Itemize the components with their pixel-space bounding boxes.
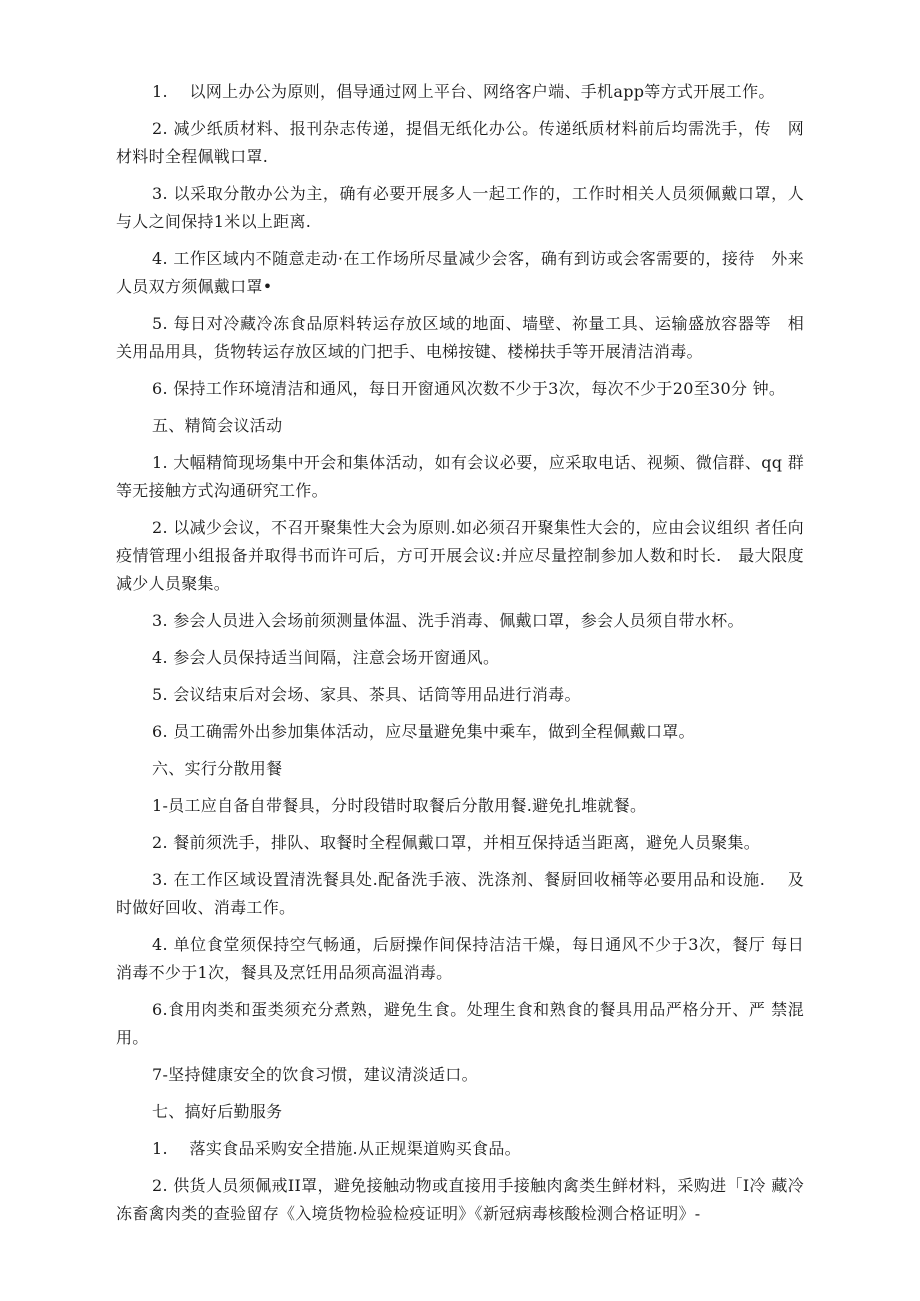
- paragraph-meeting-1: 1. 大幅精简现场集中开会和集体活动，如有会议必要，应采取电话、视频、微信群、qq 群等无接触方式沟通研究工作。: [116, 453, 804, 500]
- paragraph-dining-6: 6.食用肉类和蛋类须充分煮熟，避免生食。处理生食和熟食的餐具用品严格分开、严 禁混用。: [116, 1000, 804, 1047]
- paragraph-dining-3: 3. 在工作区域设置清洗餐具处.配备洗手液、洗涤剂、餐厨回收桶等必要用品和设施. 及时做好回收、消毒工作。: [116, 870, 804, 917]
- paragraph-logistics-2: 2. 供货人员须佩戒II罩，避免接触动物或直接用手接触肉禽类生鲜材料，采购进「I冷 藏冷冻畜禽肉类的查验留存《入境货物检验检疫证明》《新冠病毒核酸检测合格证明》-: [116, 1176, 804, 1223]
- paragraph-office-2: 2. 减少纸质材料、报刊杂志传递，提倡无纸化办公。传递纸质材料前后均需洗手，传 网材料时全程佩戦口罩.: [116, 119, 804, 166]
- paragraph-dining-4: 4. 单位食堂须保持空气畅通，后厨操作间保持洁洁干燥，每日通风不少于3次，餐厅 每日消毒不少于1次，餐具及烹饪用品须高温消毒。: [116, 935, 804, 982]
- paragraph-dining-1: 1-员工应自备自带餐具，分时段错时取餐后分散用餐.避免扎堆就餐。: [152, 796, 647, 815]
- paragraph-office-6: 6. 保持工作环境清洁和通风，每日开窗通风次数不少于3次，每次不少于20至30分 钟。: [152, 379, 786, 398]
- paragraph-office-1: 1. 以网上办公为原则，倡导通过网上平台、网络客户端、手机app等方式开展工作。: [152, 82, 775, 101]
- paragraph-meeting-2: 2. 以减少会议，不召开聚集性大会为原则.如必须召开聚集性大会的，应由会议组织 者任向疫情管理小组报备并取得书而许可后，方可开展会议:并应尽量控制参加人数和时长. 最大限度减少人员聚集。: [116, 518, 804, 593]
- paragraph-dining-2: 2. 餐前须洗手，排队、取餐时全程佩戴口罩，并相互保持适当距离，避免人员聚集。: [152, 833, 761, 852]
- paragraph-dining-7: 7-坚持健康安全的饮食习惯，建议清淡适口。: [152, 1065, 478, 1084]
- paragraph-office-4: 4. 工作区域内不随意走动·在工作场所尽量减少会客，确有到访或会客需要的，接待 外来人员双方须佩戴口罩•: [116, 249, 804, 296]
- paragraph-office-5: 5. 每日对冷藏冷冻食品原料转运存放区域的地面、墙壁、祢量工具、运输盛放容器等 相关用品用具，货物转运存放区域的门把手、电梯按键、楼梯扶手等开展清洁消毒。: [116, 314, 804, 361]
- paragraph-meeting-3: 3. 参会人员进入会场前须测量体温、洗手消毒、佩戴口罩，参会人员须自带水杯。: [152, 611, 744, 630]
- section-heading-meetings: 五、精简会议活动: [152, 416, 283, 435]
- section-heading-dining: 六、实行分散用餐: [152, 759, 283, 778]
- paragraph-meeting-6: 6. 员工确需外出参加集体活动，应尽量避免集中乘车，做到全程佩戴口罩。: [152, 722, 695, 741]
- paragraph-meeting-5: 5. 会议结束后对会场、家具、茶具、话筒等用品进行消毒。: [152, 685, 581, 704]
- section-heading-logistics: 七、搞好后勤服务: [152, 1102, 283, 1121]
- paragraph-meeting-4: 4. 参会人员保持适当间隔，注意会场开窗通风。: [152, 648, 500, 667]
- paragraph-office-3: 3. 以采取分散办公为主，确有必要开展多人一起工作的，工作时相关人员须佩戴口罩，人与人之间保持1米以上距离.: [116, 184, 804, 231]
- paragraph-logistics-1: 1. 落实食品采购安全措施.从正规渠道购买食品。: [152, 1139, 521, 1158]
